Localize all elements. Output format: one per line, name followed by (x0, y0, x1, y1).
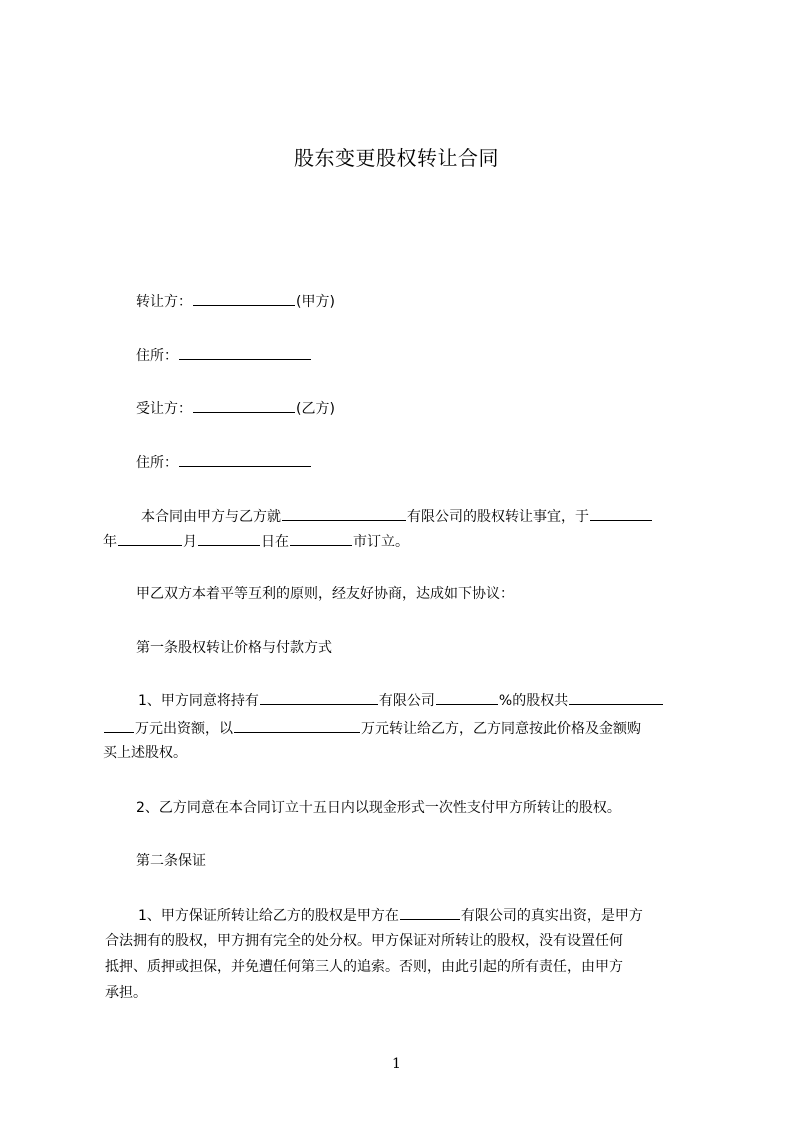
price-blank[interactable] (234, 718, 360, 733)
address-label-1: 住所： (136, 348, 178, 364)
company-blank-1[interactable] (282, 506, 406, 521)
share-amount-blank-b[interactable] (104, 718, 134, 733)
transferor-blank[interactable] (193, 291, 295, 306)
day-blank[interactable] (198, 531, 260, 546)
transferee-label: 受让方： (136, 401, 192, 417)
holder-company-blank[interactable] (260, 690, 378, 705)
month-blank[interactable] (118, 531, 182, 546)
transferor-suffix: (甲方) (296, 294, 335, 310)
share-amount-blank-a[interactable] (569, 690, 663, 705)
a2-p1-part1: 1、甲方保证所转让给乙方的股权是甲方在 (138, 908, 399, 924)
year-blank[interactable] (590, 506, 652, 521)
city-blank[interactable] (290, 531, 352, 546)
article1-title: 第一条股权转让价格与付款方式 (136, 640, 332, 656)
transferor-address-blank[interactable] (179, 345, 311, 360)
intro-month: 月 (183, 534, 197, 550)
a2-company-blank[interactable] (400, 905, 460, 920)
transferee-blank[interactable] (193, 398, 295, 413)
article2-title: 第二条保证 (136, 853, 206, 869)
intro-line-2 (103, 531, 409, 552)
agreement-intro: 甲乙双方本着平等互利的原则，经友好协商，达成如下协议： (136, 586, 514, 602)
percent-blank[interactable] (436, 690, 498, 705)
transferee-address-blank[interactable] (179, 452, 311, 467)
transferee-suffix: (乙方) (296, 401, 335, 417)
a2-p1-line1 (138, 905, 643, 926)
a1-p1-part5: 万元转让给乙方，乙方同意按此价格及金额购 (361, 721, 641, 737)
intro-line-1 (141, 506, 653, 527)
intro-part1: 本合同由甲方与乙方就 (141, 509, 281, 525)
a1-p1-part2: 有限公司 (378, 693, 435, 709)
transferor-label: 转让方： (136, 294, 192, 310)
transferee-line (136, 398, 335, 419)
intro-day: 日在 (261, 534, 289, 550)
page-number: 1 (392, 1056, 401, 1072)
a1-p1-line1 (138, 690, 664, 711)
intro-year: 年 (103, 534, 117, 550)
document-title: 股东变更股权转让合同 (294, 146, 499, 170)
transferee-address-line (136, 452, 312, 473)
address-label-2: 住所： (136, 455, 178, 471)
intro-part2: 有限公司的股权转让事宜，于 (407, 509, 589, 525)
a1-p2: 2、乙方同意在本合同订立十五日内以现金形式一次性支付甲方所转让的股权。 (136, 800, 621, 816)
a1-p1-line2 (103, 718, 641, 739)
a1-p1-line3: 买上述股权。 (103, 745, 187, 761)
a1-p1-part3: %的股权共 (498, 693, 569, 709)
a2-p1-line3: 抵押、质押或担保，并免遭任何第三人的追索。否则，由此引起的所有责任，由甲方 (105, 959, 623, 975)
a2-p1-line4: 承担。 (105, 985, 147, 1001)
a2-p1-part2: 有限公司的真实出资，是甲方 (460, 908, 643, 924)
transferor-address-line (136, 345, 312, 366)
transferor-line (136, 291, 335, 312)
a1-p1-part1: 1、甲方同意将持有 (138, 693, 259, 709)
a1-p1-part4: 万元出资额，以 (135, 721, 233, 737)
intro-city: 市订立。 (353, 534, 409, 550)
a2-p1-line2: 合法拥有的股权，甲方拥有完全的处分权。甲方保证对所转让的股权，没有设置任何 (105, 933, 623, 949)
